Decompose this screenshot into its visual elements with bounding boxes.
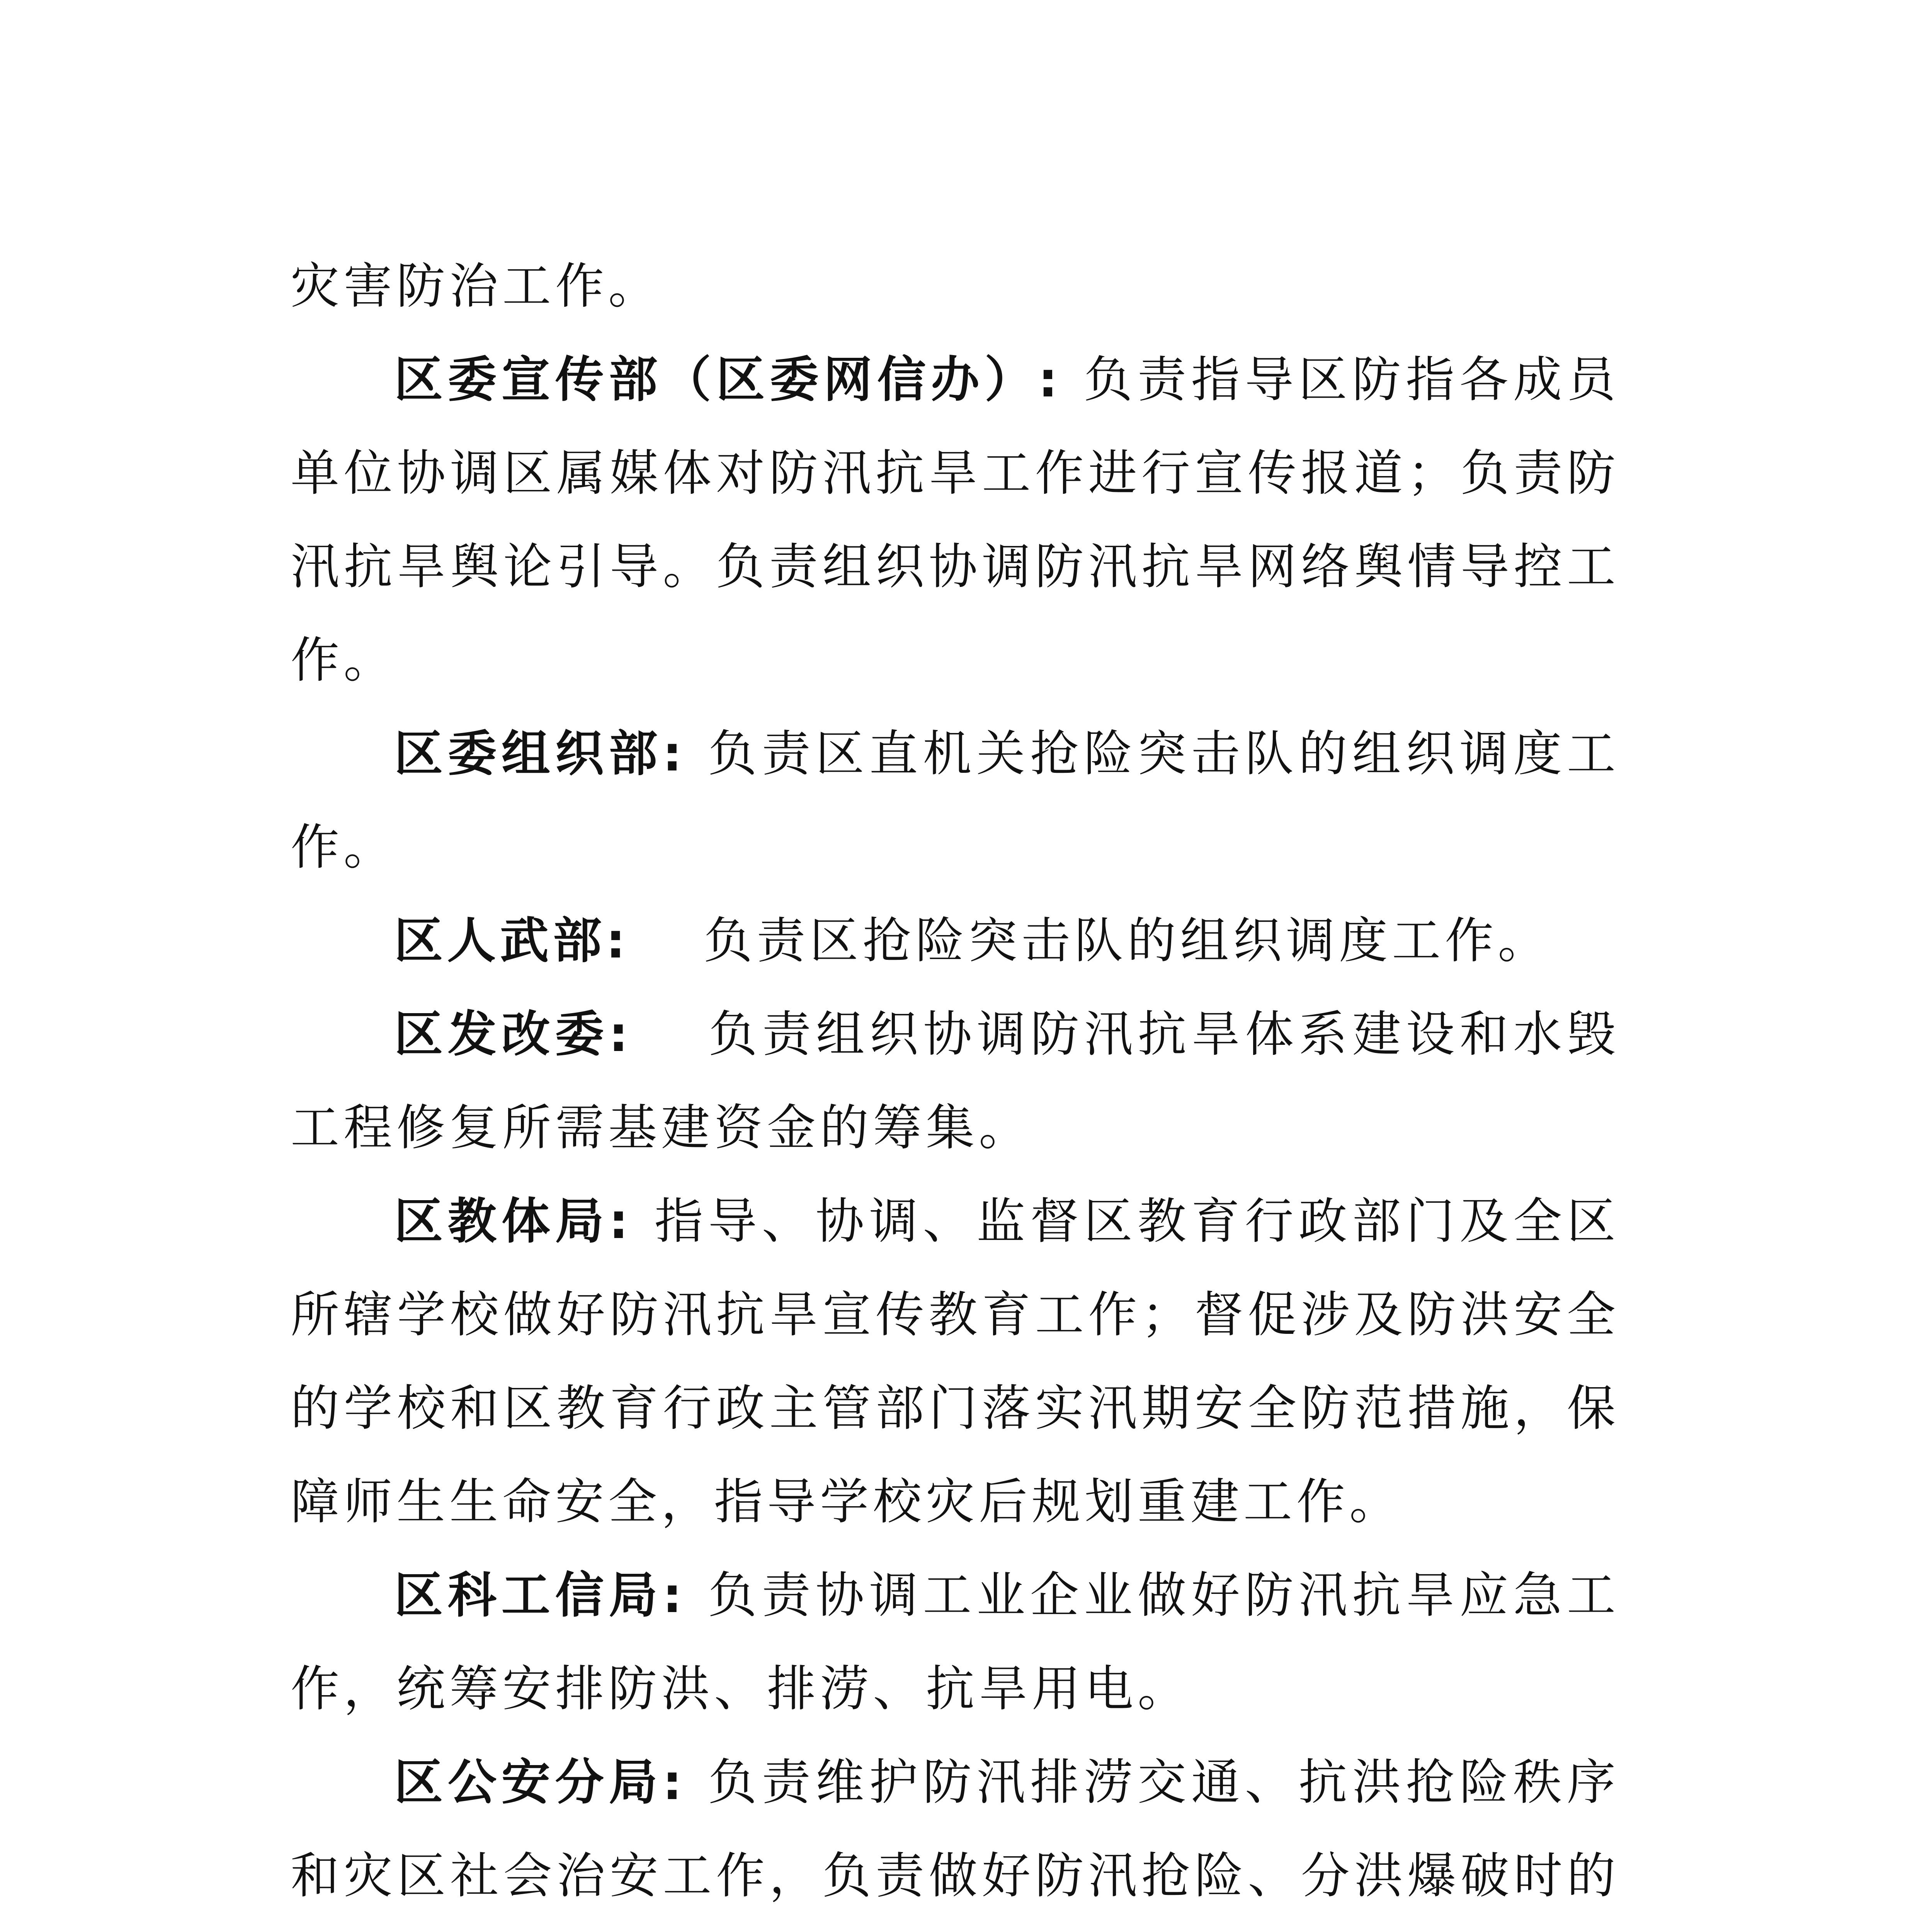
dept-duty: 负责区抢险突击队的组织调度工作。 [704, 912, 1551, 969]
dept-separator: : [662, 1567, 708, 1624]
dept-name: 区委组织部 [394, 725, 663, 782]
dept-name: 区教体局 [394, 1193, 609, 1250]
paragraph-science-industry [291, 1549, 1620, 1736]
paragraph-organization-dept [291, 707, 1620, 894]
dept-name: 区人武部 [394, 912, 606, 969]
dept-duty: 负责指导区防指各成员单位协调区属媒体对防汛抗旱工作进行宣传报道；负责防汛抗旱舆论引导。负责组织协调防汛抗旱网络舆情导控工作。 [291, 351, 1620, 689]
dept-duty: 负责区直机关抢险突击队的组织调度工作。 [291, 725, 1620, 876]
dept-separator: : [662, 1754, 708, 1811]
dept-duty: 指导、协调、监督区教育行政部门及全区所辖学校做好防汛抗旱宣传教育工作；督促涉及防洪安全的学校和区教育行政主管部门落实汛期安全防范措施，保障师生生命安全，指导学校灾后规划重建工作。 [291, 1193, 1620, 1530]
dept-name: 区发改委 [394, 1006, 609, 1063]
dept-separator: : [606, 912, 704, 969]
paragraph-public-security [291, 1736, 1620, 1932]
dept-name: 区科工信局 [394, 1567, 663, 1624]
continuation-paragraph: 灾害防治工作。 [291, 258, 661, 315]
dept-duty: 负责协调工业企业做好防汛抗旱应急工作，统筹安排防洪、排涝、抗旱用电。 [291, 1567, 1620, 1717]
dept-separator: : [609, 1193, 655, 1250]
dept-name: 区公安分局 [394, 1754, 663, 1811]
dept-separator: : [609, 1006, 709, 1063]
paragraph-armed-forces-dept [291, 894, 1620, 988]
dept-name: 区委宣传部（区委网信办） [394, 351, 1038, 408]
dept-duty: 负责组织协调防汛抗旱体系建设和水毁工程修复所需基建资金的筹集。 [291, 1006, 1620, 1156]
dept-separator: : [662, 725, 708, 782]
paragraph-development-reform [291, 988, 1620, 1175]
paragraph-propaganda-dept [291, 333, 1620, 707]
body-text [291, 240, 1620, 1932]
dept-duty: 负责维护防汛排涝交通、抗洪抢险秩序和灾区社会治安工作，负责做好防汛抢险、分洪爆破时的 [291, 1754, 1620, 1904]
paragraph-education-sports [291, 1175, 1620, 1549]
dept-separator: : [1038, 351, 1084, 408]
